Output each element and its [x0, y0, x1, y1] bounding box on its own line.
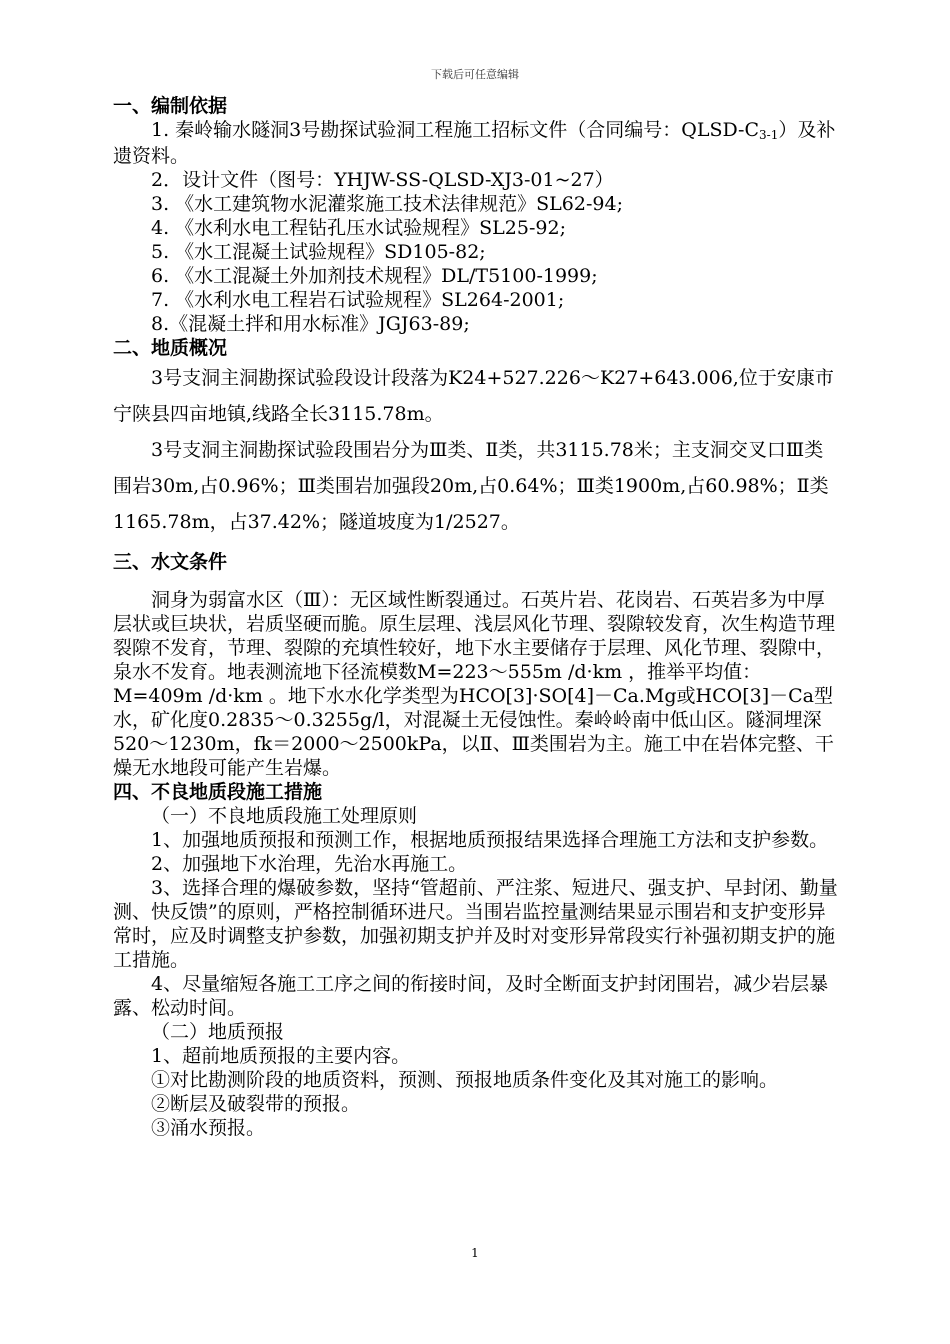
s4-item-4: 4、尽量缩短各施工工序之间的衔接时间，及时全断面支护封闭围岩，减少岩层暴露、松动时间。	[113, 973, 829, 1019]
s1-item-8: 8.《混凝土拌和用水标准》JGJ63-89;	[151, 313, 470, 335]
document-body	[113, 94, 838, 1140]
s1-item-6: 6. 《水工混凝土外加剂技术规程》DL/T5100-1999;	[151, 265, 598, 287]
s4-sub2-item-2: ①对比勘测阶段的地质资料，预测、预报地质条件变化及其对施工的影响。	[151, 1069, 779, 1091]
s1-item-1: 1. 秦岭输水隧洞3号勘探试验洞工程施工招标文件（合同编号：QLSD-C3-1）及补遗资料。	[113, 119, 836, 167]
s2-paragraph-2: 3号支洞主洞勘探试验段围岩分为Ⅲ类、Ⅱ类，共3115.78米；主支洞交叉口Ⅲ类围岩30m,占0.96%；Ⅲ类围岩加强段20m,占0.64%；Ⅲ类1900m,占60.98%；Ⅱ类1165.78m，占37.42%；隧道坡度为1/2527。	[113, 439, 829, 533]
s2-paragraph-1: 3号支洞主洞勘探试验段设计段落为K24+527.226～K27+643.006,位于安康市宁陕县四亩地镇,线路全长3115.78m。	[113, 367, 834, 425]
s1-item-7: 7. 《水利水电工程岩石试验规程》SL264-2001;	[151, 289, 565, 311]
s4-sub2-item-1: 1、超前地质预报的主要内容。	[151, 1045, 411, 1067]
s1-item-2: 2．设计文件（图号：YHJW-SS-QLSD-XJ3-01~27）	[151, 169, 614, 191]
s4-item-3: 3、选择合理的爆破参数，坚持“管超前、严注浆、短进尺、强支护、早封闭、勤量测、快反馈”的原则，严格控制循环进尺。当围岩监控量测结果显示围岩和支护变形异常时，应及时调整支护参数，加强初期支护并及时对变形异常段实行补强初期支护的施工措施。	[113, 877, 838, 971]
s1-item-4: 4. 《水利水电工程钻孔压水试验规程》SL25-92;	[151, 217, 566, 239]
s4-subtitle-1: （一）不良地质段施工处理原则	[151, 805, 418, 827]
s4-item-1: 1、加强地质预报和预测工作，根据地质预报结果选择合理施工方法和支护参数。	[151, 829, 829, 851]
section-1-title: 一、编制依据	[113, 95, 228, 117]
s1-item-5: 5. 《水工混凝土试验规程》SD105-82;	[151, 241, 486, 263]
s4-sub2-item-3: ②断层及破裂带的预报。	[151, 1093, 361, 1115]
s4-item-2: 2、加强地下水治理，先治水再施工。	[151, 853, 468, 875]
page-number: 1	[471, 1246, 479, 1260]
section-2-title: 二、地质概况	[113, 337, 228, 359]
header-note: 下载后可任意编辑	[431, 68, 519, 81]
s4-sub2-item-4: ③涌水预报。	[151, 1117, 266, 1139]
section-3-title: 三、水文条件	[113, 551, 228, 573]
s4-subtitle-2: （二）地质预报	[151, 1021, 285, 1043]
section-4-title: 四、不良地质段施工措施	[113, 781, 323, 803]
s3-paragraph-1: 洞身为弱富水区（Ⅲ）：无区域性断裂通过。石英片岩、花岗岩、石英岩多为中厚层状或巨块状，岩质坚硬而脆。原生层理、浅层风化节理、裂隙较发育，次生构造节理裂隙不发育，节理、裂隙的充填性较好，地下水主要储存于层理、风化节理、裂隙中，泉水不发育。地表测流地下径流模数M=223～555m /d·km ，推举平均值：M=409m /d·km 。地下水水化学类型为HCO[3]·SO[4]－Ca.Mg或HCO[3]－Ca型水，矿化度0.2835～0.3255g/l，对混凝土无侵蚀性。秦岭岭南中低山区。隧洞埋深520～1230m，fk＝2000～2500kPa，以Ⅱ、Ⅲ类围岩为主。施工中在岩体完整、干燥无水地段可能产生岩爆。	[113, 589, 836, 779]
s1-item-1-subscript: 3-1	[759, 128, 779, 142]
s1-item-3: 3. 《水工建筑物水泥灌浆施工技术法律规范》SL62-94;	[151, 193, 623, 215]
